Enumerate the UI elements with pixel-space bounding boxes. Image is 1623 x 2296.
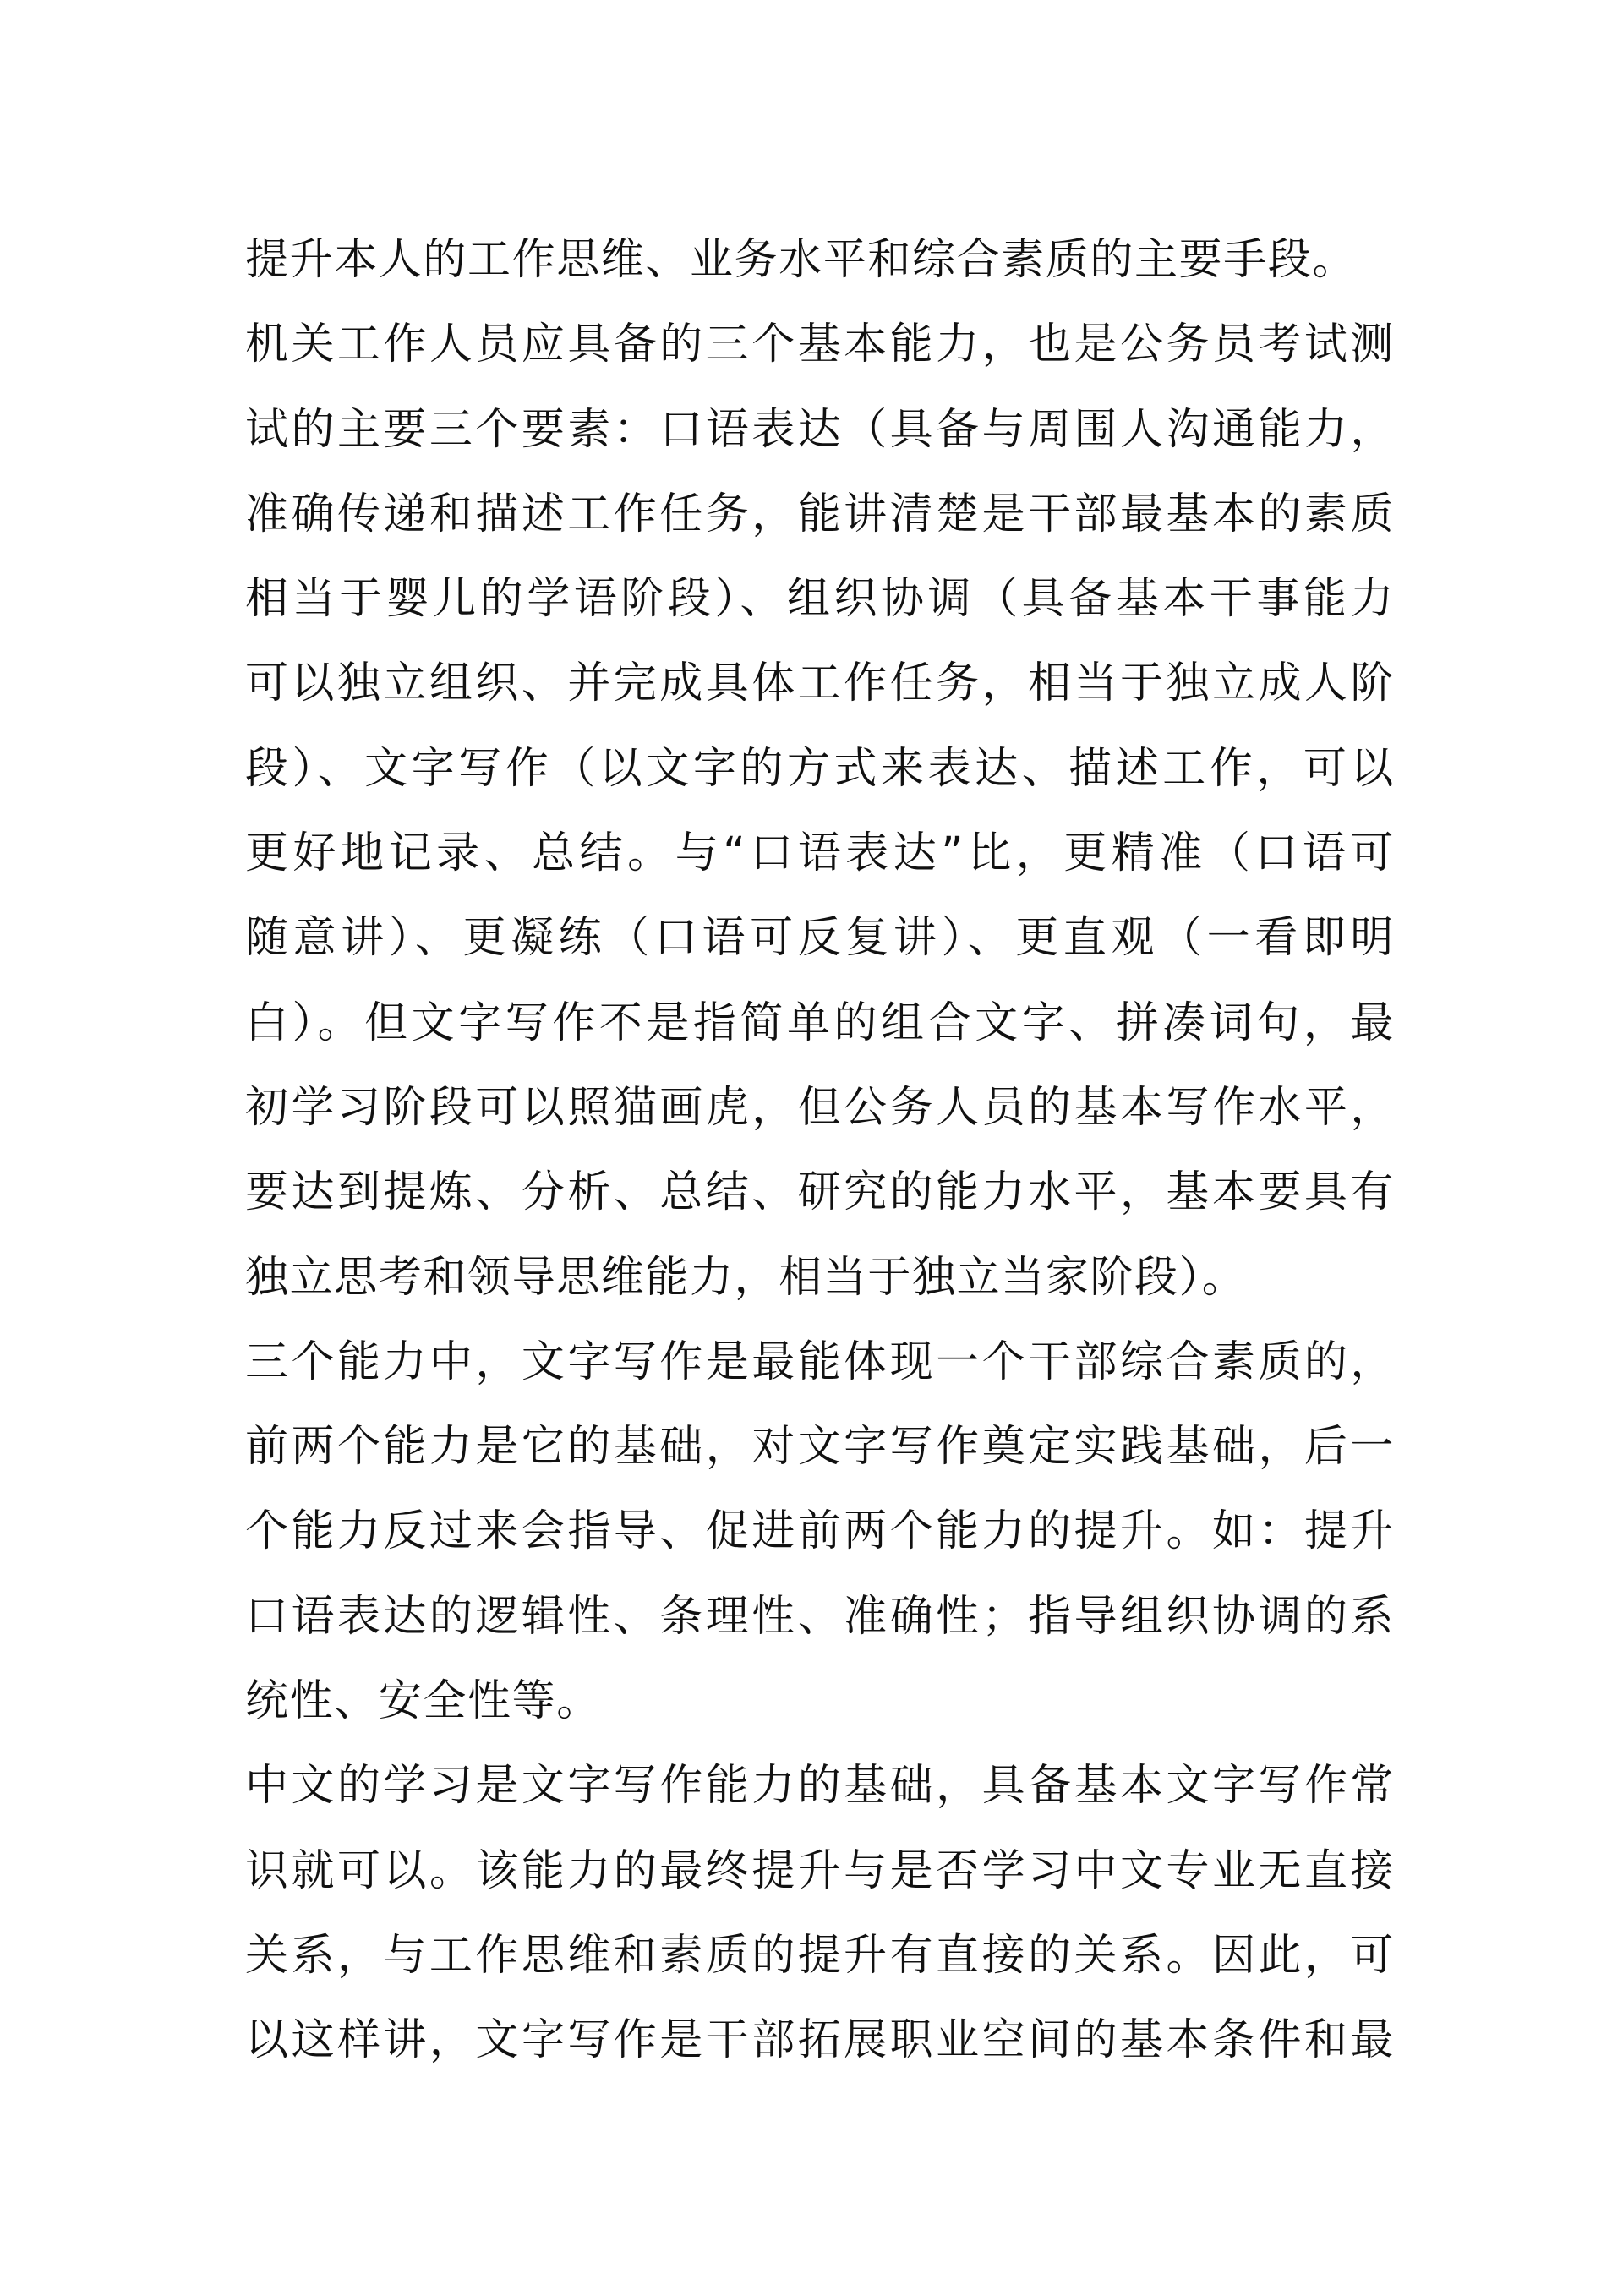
text-line: 可以独立组织、并完成具体工作任务，相当于独立成人阶 xyxy=(245,659,1395,709)
text-line: 口语表达的逻辑性、条理性、准确性；指导组织协调的系 xyxy=(245,1591,1395,1642)
text-line: 以这样讲，文字写作是干部拓展职业空间的基本条件和最 xyxy=(245,2015,1395,2066)
text-line: 提升本人的工作思维、业务水平和综合素质的主要手段。 xyxy=(245,235,1358,285)
text-line: 统性、安全性等。 xyxy=(245,1676,601,1727)
text-line: 独立思考和领导思维能力，相当于独立当家阶段）。 xyxy=(245,1252,1247,1303)
text-line: 个能力反过来会指导、促进前两个能力的提升。如：提升 xyxy=(245,1506,1395,1557)
text-line: 中文的学习是文字写作能力的基础，具备基本文字写作常 xyxy=(245,1761,1395,1812)
text-line: 识就可以。该能力的最终提升与是否学习中文专业无直接 xyxy=(245,1845,1395,1896)
text-line: 要达到提炼、分析、总结、研究的能力水平，基本要具有 xyxy=(245,1167,1395,1218)
document-body-text xyxy=(245,218,1395,2084)
text-line: 机关工作人员应具备的三个基本能力，也是公务员考试测 xyxy=(245,320,1395,370)
text-line: 试的主要三个要素：口语表达（具备与周围人沟通能力， xyxy=(245,404,1395,455)
text-line: 初学习阶段可以照猫画虎，但公务人员的基本写作水平， xyxy=(245,1082,1395,1133)
text-line: 相当于婴儿的学语阶段）、组织协调（具备基本干事能力 xyxy=(245,574,1395,625)
text-line: 三个能力中，文字写作是最能体现一个干部综合素质的， xyxy=(245,1337,1395,1387)
text-line: 随意讲）、更凝练（口语可反复讲）、更直观（一看即明 xyxy=(245,913,1395,964)
text-line: 关系，与工作思维和素质的提升有直接的关系。因此，可 xyxy=(245,1930,1395,1981)
text-line: 准确传递和描述工作任务，能讲清楚是干部最基本的素质 xyxy=(245,489,1395,539)
text-line: 前两个能力是它的基础，对文字写作奠定实践基础，后一 xyxy=(245,1422,1395,1473)
text-line: 段）、文字写作（以文字的方式来表达、描述工作，可以 xyxy=(245,743,1395,794)
text-line: 更好地记录、总结。与“口语表达”比，更精准（口语可 xyxy=(245,828,1395,879)
text-line: 白）。但文字写作不是指简单的组合文字、拼凑词句，最 xyxy=(245,998,1395,1048)
